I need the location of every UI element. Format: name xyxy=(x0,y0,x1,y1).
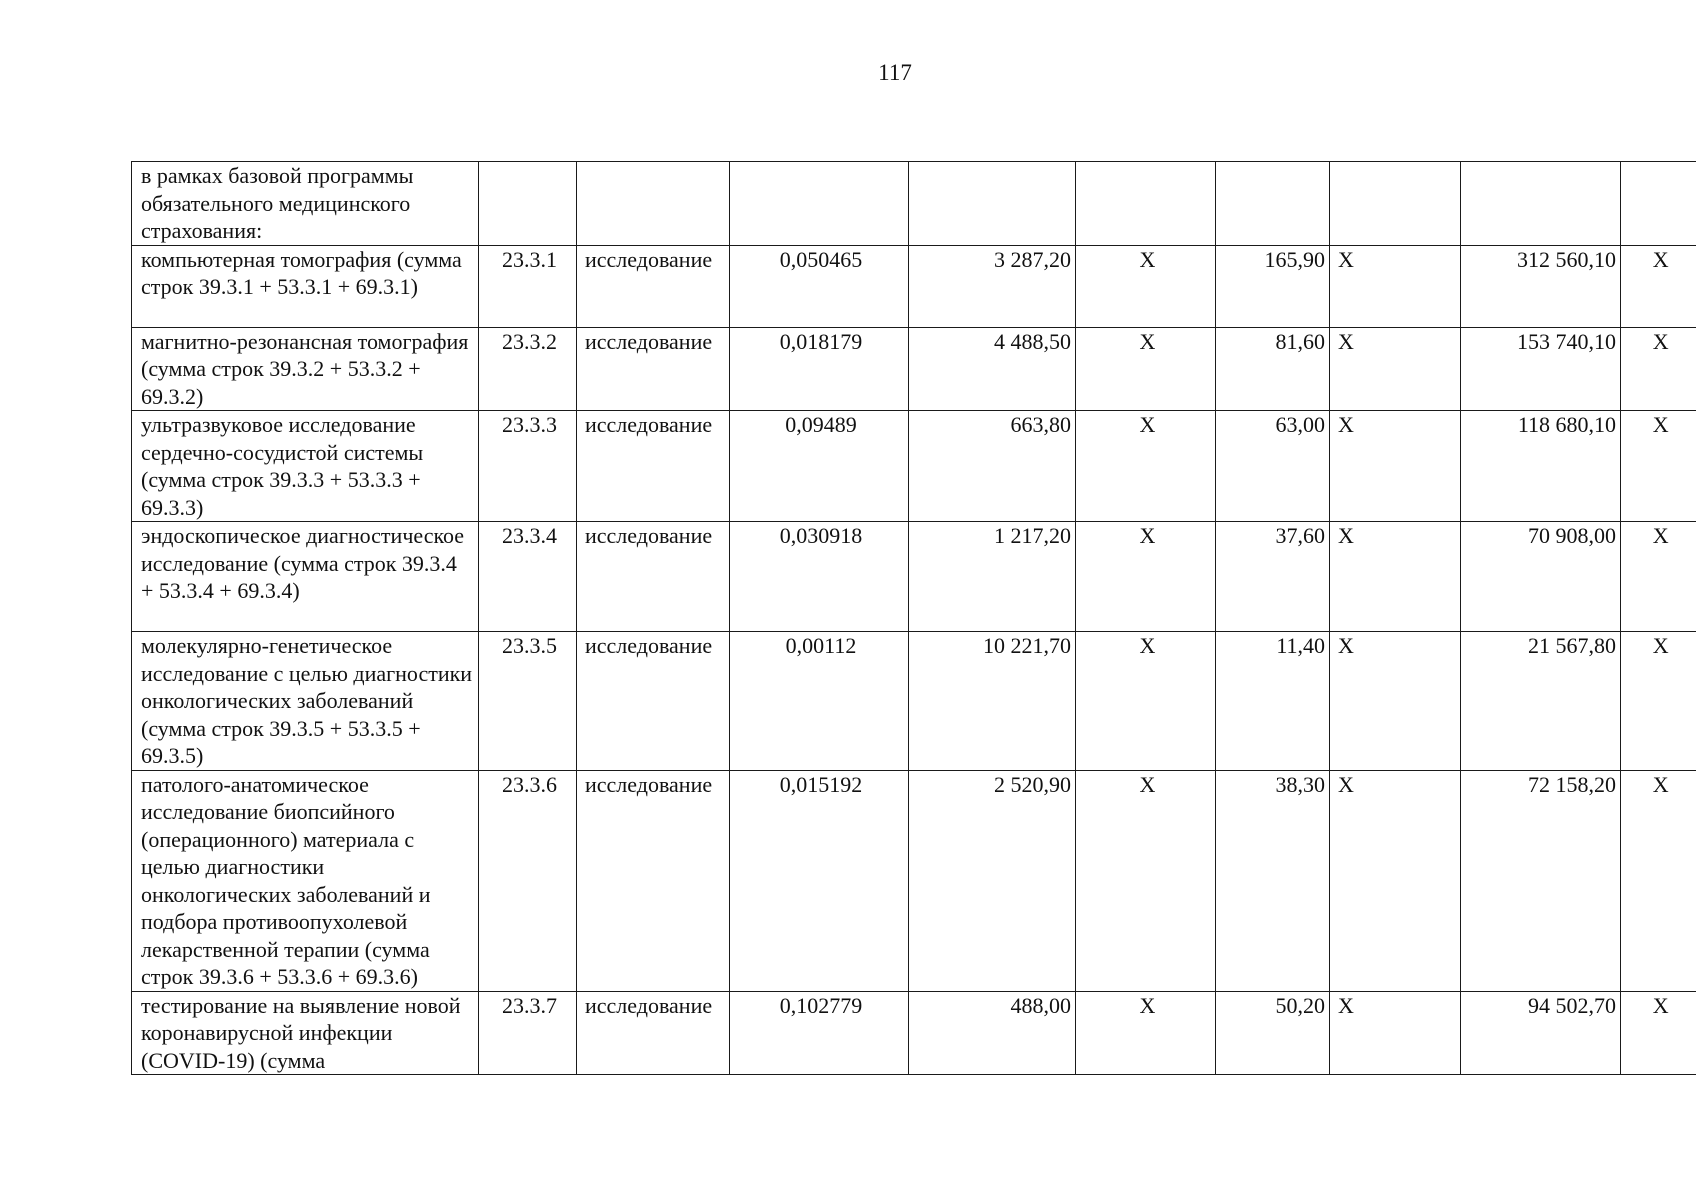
row-code: 23.3.3 xyxy=(479,411,577,522)
row-total: 94 502,70 xyxy=(1461,991,1621,1075)
table-row xyxy=(132,245,1696,327)
row-x-mark: X xyxy=(1330,522,1461,632)
row-x-mark: X xyxy=(1621,991,1696,1075)
row-value: 38,30 xyxy=(1216,770,1330,991)
row-total: 312 560,10 xyxy=(1461,245,1621,327)
row-x-mark: X xyxy=(1076,770,1216,991)
row-x-mark: X xyxy=(1621,411,1696,522)
row-x-mark: X xyxy=(1330,327,1461,411)
row-total: 72 158,20 xyxy=(1461,770,1621,991)
row-total: 70 908,00 xyxy=(1461,522,1621,632)
row-description: магнитно-резонансная томография (сумма строк 39.3.2 + 53.3.2 + 69.3.2) xyxy=(132,327,479,411)
row-cost: 1 217,20 xyxy=(909,522,1076,632)
row-total: 153 740,10 xyxy=(1461,327,1621,411)
table-row xyxy=(132,770,1696,991)
row-unit: исследование xyxy=(577,411,730,522)
row-unit: исследование xyxy=(577,770,730,991)
row-value: 165,90 xyxy=(1216,245,1330,327)
table-row xyxy=(132,162,1696,246)
row-code: 23.3.4 xyxy=(479,522,577,632)
row-unit: исследование xyxy=(577,632,730,771)
row-x-mark: X xyxy=(1076,411,1216,522)
row-norm: 0,030918 xyxy=(730,522,909,632)
row-code: 23.3.5 xyxy=(479,632,577,771)
row-code: 23.3.6 xyxy=(479,770,577,991)
data-table xyxy=(131,161,1696,1075)
row-value: 37,60 xyxy=(1216,522,1330,632)
row-value: 50,20 xyxy=(1216,991,1330,1075)
row-norm: 0,015192 xyxy=(730,770,909,991)
row-value: 81,60 xyxy=(1216,327,1330,411)
row-cost: 10 221,70 xyxy=(909,632,1076,771)
row-description: тестирование на выявление новой коронавирусной инфекции (COVID-19) (сумма xyxy=(132,991,479,1075)
row-code: 23.3.1 xyxy=(479,245,577,327)
table-row xyxy=(132,327,1696,411)
row-x-mark: X xyxy=(1330,632,1461,771)
row-x-mark: X xyxy=(1621,245,1696,327)
row-cost: 3 287,20 xyxy=(909,245,1076,327)
row-cost: 4 488,50 xyxy=(909,327,1076,411)
row-total: 21 567,80 xyxy=(1461,632,1621,771)
row-x-mark: X xyxy=(1621,327,1696,411)
row-norm: 0,09489 xyxy=(730,411,909,522)
row-description: ультразвуковое исследование сердечно-сосудистой системы (сумма строк 39.3.3 + 53.3.3 + 69.3.3) xyxy=(132,411,479,522)
table-row xyxy=(132,991,1696,1075)
row-unit: исследование xyxy=(577,522,730,632)
table-row xyxy=(132,522,1696,632)
row-x-mark: X xyxy=(1076,245,1216,327)
row-description: молекулярно-генетическое исследование с целью диагностики онкологических заболеваний (сумма строк 39.3.5 + 53.3.5 + 69.3.5) xyxy=(132,632,479,771)
row-unit: исследование xyxy=(577,327,730,411)
row-x-mark: X xyxy=(1330,245,1461,327)
row-description: патолого-анатомическое исследование биопсийного (операционного) материала с целью диагностики онкологических заболеваний и подбора противоопухолевой лекарственной терапии (сумма строк 39.3.6 + 53.3.6 + 69.3.6) xyxy=(132,770,479,991)
row-norm: 0,050465 xyxy=(730,245,909,327)
row-cost: 2 520,90 xyxy=(909,770,1076,991)
row-cost: 488,00 xyxy=(909,991,1076,1075)
row-x-mark: X xyxy=(1621,632,1696,771)
table-row xyxy=(132,632,1696,771)
row-unit: исследование xyxy=(577,245,730,327)
row-x-mark: X xyxy=(1076,991,1216,1075)
row-code: 23.3.7 xyxy=(479,991,577,1075)
row-x-mark: X xyxy=(1330,411,1461,522)
row-x-mark: X xyxy=(1330,991,1461,1075)
row-code: 23.3.2 xyxy=(479,327,577,411)
row-value: 63,00 xyxy=(1216,411,1330,522)
page-number: 117 xyxy=(878,60,912,85)
row-description: компьютерная томография (сумма строк 39.3.1 + 53.3.1 + 69.3.1) xyxy=(132,245,479,327)
row-cost: 663,80 xyxy=(909,411,1076,522)
row-x-mark: X xyxy=(1621,522,1696,632)
row-description: эндоскопическое диагностическое исследование (сумма строк 39.3.4 + 53.3.4 + 69.3.4) xyxy=(132,522,479,632)
row-value: 11,40 xyxy=(1216,632,1330,771)
row-x-mark: X xyxy=(1621,770,1696,991)
row-total: 118 680,10 xyxy=(1461,411,1621,522)
row-norm: 0,102779 xyxy=(730,991,909,1075)
row-x-mark: X xyxy=(1076,632,1216,771)
row-x-mark: X xyxy=(1330,770,1461,991)
row-unit: исследование xyxy=(577,991,730,1075)
row-x-mark: X xyxy=(1076,522,1216,632)
row-norm: 0,018179 xyxy=(730,327,909,411)
row-norm: 0,00112 xyxy=(730,632,909,771)
row-x-mark: X xyxy=(1076,327,1216,411)
table-row xyxy=(132,411,1696,522)
row-description: в рамках базовой программы обязательного медицинского страхования: xyxy=(132,162,479,246)
